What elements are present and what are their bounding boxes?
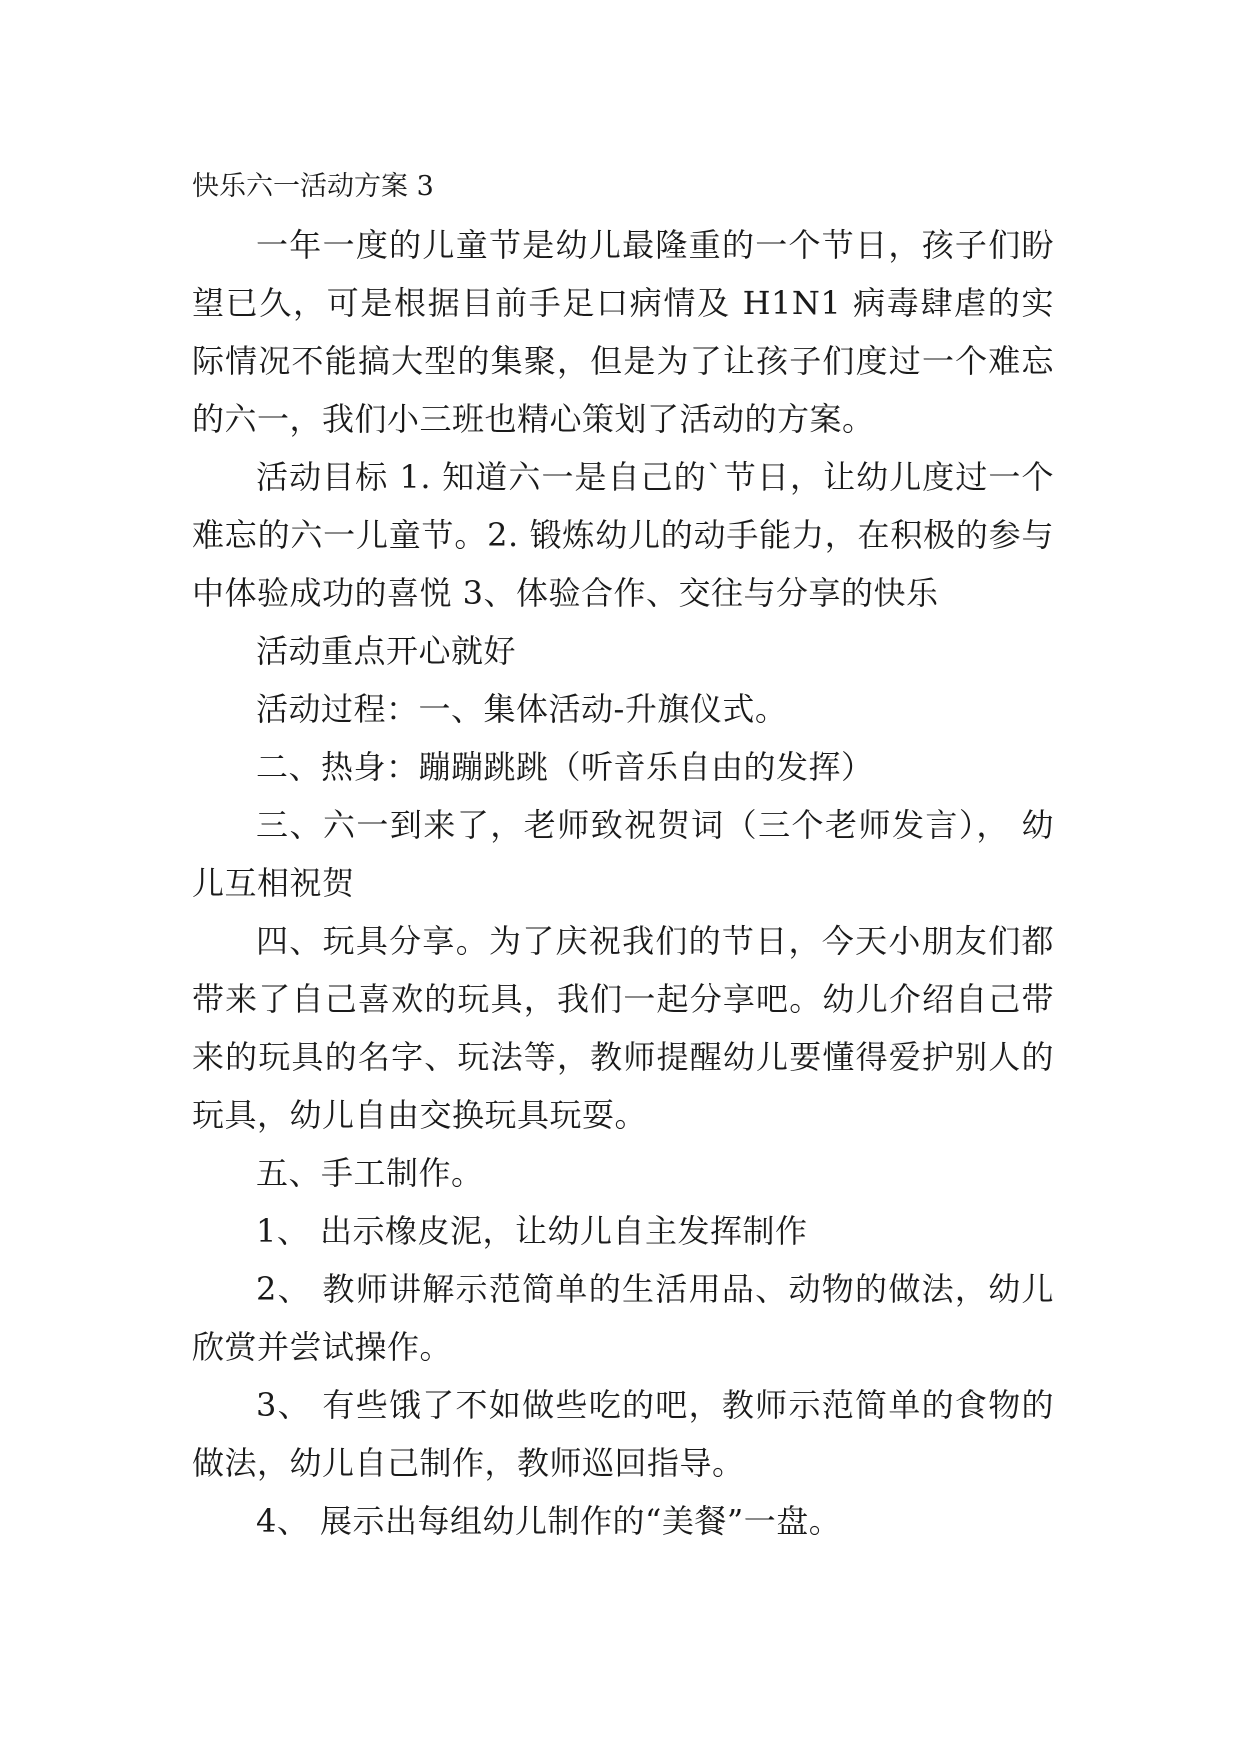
paragraph-goals: 活动目标 1. 知道六一是自己的`节日，让幼儿度过一个难忘的六一儿童节。2. 锻炼幼儿的动手能力，在积极的参与中体验成功的喜悦 3、体验合作、交往与分享的快乐 — [192, 458, 1054, 612]
document-body — [192, 158, 1054, 1550]
paragraph-intro: 一年一度的儿童节是幼儿最隆重的一个节日，孩子们盼望已久，可是根据目前手足口病情及 H1N1 病毒肆虐的实际情况不能搞大型的集聚，但是为了让孩子们度过一个难忘的六一，我们小三班也精心策划了活动的方案。 — [192, 226, 1054, 438]
document-title: 快乐六一活动方案 3 — [192, 171, 434, 202]
paragraph-focus: 活动重点开心就好 — [256, 632, 517, 670]
paragraph-process-1: 活动过程：一、集体活动-升旗仪式。 — [256, 690, 788, 728]
paragraph-step-1: 1、 出示橡皮泥，让幼儿自主发挥制作 — [256, 1212, 808, 1250]
paragraph-step-4: 4、 展示出每组幼儿制作的“美餐”一盘。 — [256, 1502, 842, 1540]
paragraph-process-3: 三、六一到来了，老师致祝贺词（三个老师发言）， 幼儿互相祝贺 — [192, 806, 1054, 902]
paragraph-process-5: 五、手工制作。 — [256, 1154, 484, 1192]
paragraph-step-2: 2、 教师讲解示范简单的生活用品、动物的做法，幼儿欣赏并尝试操作。 — [192, 1270, 1054, 1366]
paragraph-process-2: 二、热身：蹦蹦跳跳（听音乐自由的发挥） — [256, 748, 874, 786]
paragraph-step-3: 3、 有些饿了不如做些吃的吧，教师示范简单的食物的做法，幼儿自己制作，教师巡回指导。 — [192, 1386, 1054, 1482]
paragraph-process-4: 四、玩具分享。为了庆祝我们的节日，今天小朋友们都带来了自己喜欢的玩具，我们一起分享吧。幼儿介绍自己带来的玩具的名字、玩法等，教师提醒幼儿要懂得爱护别人的玩具，幼儿自由交换玩具玩耍。 — [192, 922, 1054, 1134]
